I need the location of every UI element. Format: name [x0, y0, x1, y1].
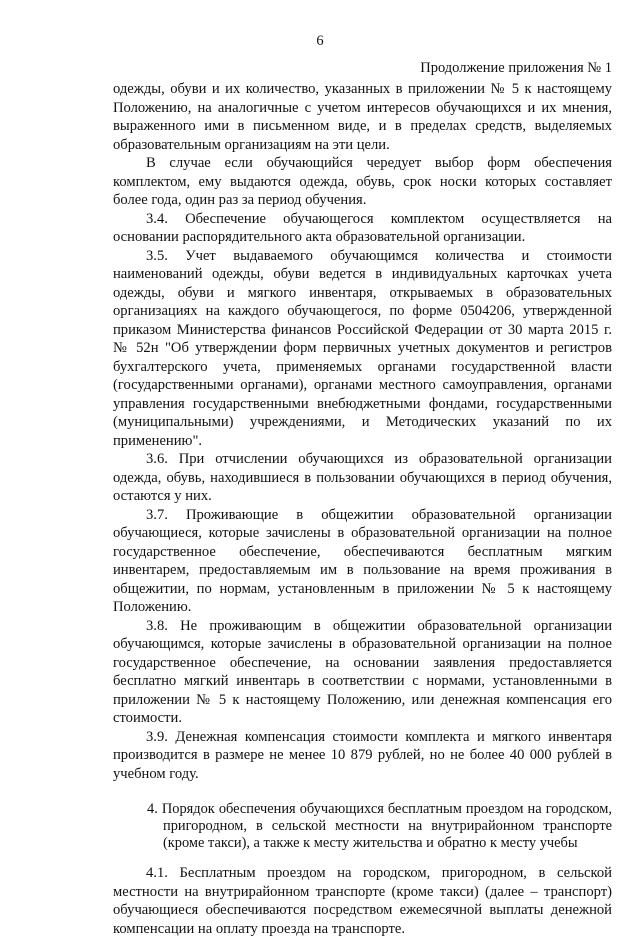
paragraph-3-5: 3.5. Учет выдаваемого обучающимся количества и стоимости наименований одежды, обуви ведется в индивидуальных карточках учета одежды, обуви и мягкого инвентаря, открываемых в образовательных организациях на каждого обучающегося, по форме 0504206, утвержденной приказом Министерства финансов Российской Федерации от 30 марта 2015 г. № 52н "Об утверждении форм первичных учетных документов и регистров бухгалтерского учета, применяемых органами государственной власти (государственными органами), органами местного самоуправления, органами управления государственными внебюджетными фондами, государственными (муниципальными) учреждениями, и Методических указаний по их применению".: [113, 247, 612, 449]
paragraph-alternating-choice: В случае если обучающийся чередует выбор форм обеспечения комплектом, ему выдаются одежда, обувь, срок носки которых составляет более года, один раз за период обучения.: [113, 155, 612, 208]
paragraph-3-7: 3.7. Проживающие в общежитии образовательной организации обучающиеся, которые зачислены в образовательной организации на полное государственное обеспечение, обеспечиваются бесплатным мягким инвентарем, предоставляемым им в пользование на время проживания в общежитии, по нормам, установленным в приложении № 5 к настоящему Положению.: [113, 506, 612, 615]
paragraph-3-9: 3.9. Денежная компенсация стоимости комплекта и мягкого инвентаря производится в размере не менее 10 879 рублей, но не более 40 000 рублей в учебном году.: [113, 728, 612, 782]
paragraph-3-6: 3.6. При отчислении обучающихся из образовательной организации одежда, обувь, находившиеся в пользовании обучающихся в период обучения, остаются у них.: [113, 451, 612, 504]
paragraph-4-1: 4.1. Бесплатным проездом на городском, пригородном, в сельской местности на внутрирайонном транспорте (кроме такси) (далее – транспорт) обучающиеся обеспечиваются посредством ежемесячной выплаты денежной компенсации на оплату проезда на транспорте.: [113, 865, 612, 937]
document-body: [113, 80, 612, 938]
paragraph-3-4: 3.4. Обеспечение обучающегося комплектом осуществляется на основании распорядительного акта образовательной организации.: [113, 210, 612, 245]
appendix-continuation-label: Продолжение приложения № 1: [420, 60, 612, 76]
paragraph-continuation: одежды, обуви и их количество, указанных в приложении № 5 к настоящему Положению, на аналогичные с учетом интересов обучающихся и их мнения, выраженного ими в письменном виде, и в пределах средств, выделяемых образовательным организациям на эти цели.: [113, 81, 612, 153]
page-number: 6: [316, 33, 324, 49]
section-4-heading: 4. Порядок обеспечения обучающихся бесплатным проездом на городском, пригородном, в сельской местности на внутрирайонном транспорте (кроме такси), а также к месту жительства и обратно к месту учебы: [147, 801, 612, 851]
paragraph-3-8: 3.8. Не проживающим в общежитии образовательной организации обучающимся, которые зачислены в образовательной организации на полное государственное обеспечение, на основании заявления предоставляется бесплатно мягкий инвентарь в соответствии с нормами, установленными в приложении № 5 к настоящему Положению, или денежная компенсация его стоимости.: [113, 617, 612, 726]
